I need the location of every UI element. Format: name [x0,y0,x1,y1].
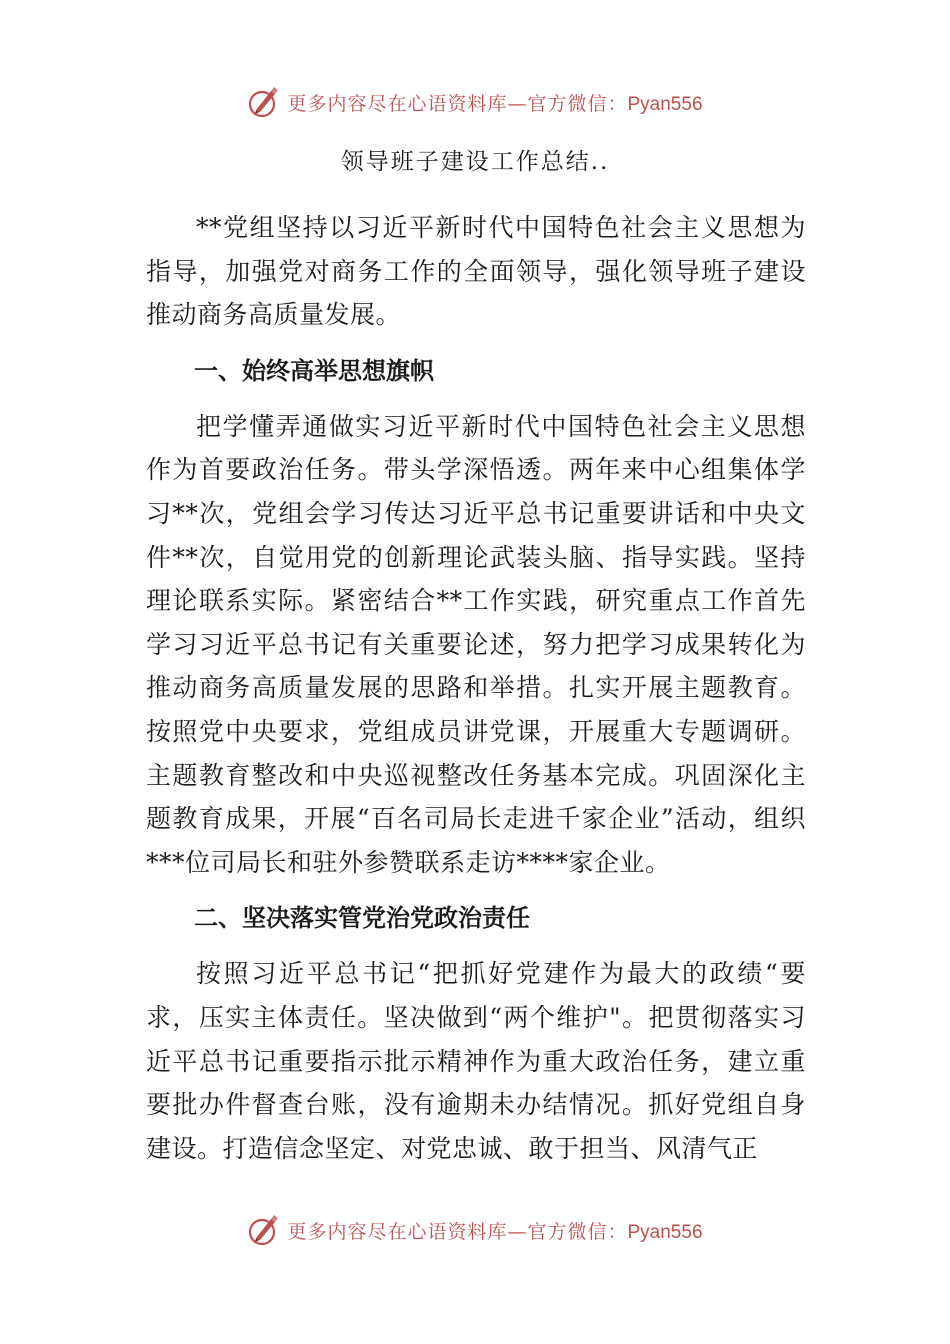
section-paragraph-1: 把学懂弄通做实习近平新时代中国特色社会主义思想作为首要政治任务。带头学深悟透。两年来中心组集体学习**次，党组会学习传达习近平总书记重要讲话和中央文件**次，自觉用党的创新理论武装头脑、指导实践。坚持理论联系实际。紧密结合**工作实践，研究重点工作首先学习习近平总书记有关重要论述，努力把学习成果转化为推动商务高质量发展的思路和举措。扎实开展主题教育。按照党中央要求，党组成员讲党课，开展重大专题调研。主题教育整改和中央巡视整改任务基本完成。巩固深化主题教育成果，开展“百名司局长走进千家企业”活动，组织***位司局长和驻外参赞联系走访****家企业。 [146,411,806,877]
wechat-id: Pyan556 [627,1221,703,1243]
banner-text: 更多内容尽在心语资料库—官方微信：Pyan556 [287,92,703,115]
wechat-id: Pyan556 [627,93,703,115]
document-body [146,206,806,1170]
footer-watermark-banner [0,1208,950,1252]
section-heading-1: 一、始终高举思想旗帜 [194,356,434,385]
intro-paragraph: **党组坚持以习近平新时代中国特色社会主义思想为指导，加强党对商务工作的全面领导，强化领导班子建设推动商务高质量发展。 [146,213,806,330]
pen-circle-logo-icon [247,85,281,119]
pen-circle-logo-icon [247,1213,281,1247]
banner-text: 更多内容尽在心语资料库—官方微信：Pyan556 [287,1220,703,1243]
document-title: 领导班子建设工作总结.. [340,149,610,175]
section-paragraph-2: 按照习近平总书记“把抓好党建作为最大的政绩“要求，压实主体责任。坚决做到“两个维护"。把贯彻落实习近平总书记重要指示批示精神作为重大政治任务，建立重要批办件督查台账，没有逾期未办结情况。抓好党组自身建设。打造信念坚定、对党忠诚、敢于担当、风清气正 [146,959,806,1163]
header-watermark-banner [0,80,950,124]
section-heading-2: 二、坚决落实管党治党政治责任 [194,904,530,933]
